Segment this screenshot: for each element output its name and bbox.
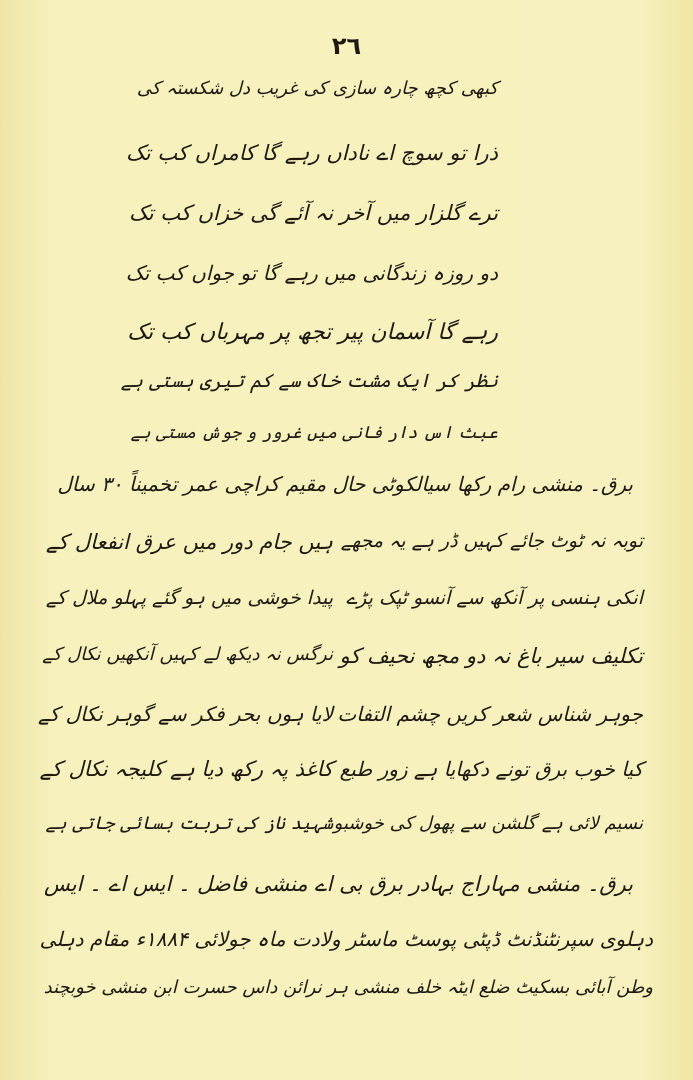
verse-line: کبھی کچھ چارہ سازی کی غریب دل شکستہ کی [136,78,498,99]
couplet-second-line: لایا ہوں بحر فکر سے گوہر نکال کے [37,702,333,726]
poet-heading: برق۔ منشی مہاراج بہادر برق بی اے منشی فاضل ۔ ایس اے ۔ ایس [43,872,633,896]
biography-line: دہلوی سپرنٹنڈنٹ ڈپٹی پوسٹ ماسٹر ولادت ماہ جولائی ۱۸۸۴ء مقام دہلی [39,927,653,951]
couplet-second-line: کاغذ پہ رکھ دیا ہے کلیجہ نکال کے [39,757,333,781]
poet-heading: برق۔ منشی رام رکھا سیالکوٹی حال مقیم کراچی عمر تخمیناً ۳۰ سال [57,472,633,496]
verse-line: دو روزہ زندگانی میں رہے گا تو جواں کب تک [125,261,498,285]
couplet-first-line: توبہ نہ ٹوٹ جائے کہیں ڈر ہے یہ مجھے [340,530,643,552]
couplet-first-line: کیا خوب برق تونے دکھایا ہے زور طبع [339,757,643,781]
couplet-first-line: جوہر شناس شعر کریں چشم التفات [337,702,643,726]
couplet-second-line: نرگس نہ دیکھ لے کہیں آنکھیں نکال کے [42,644,333,665]
couplet-second-line: پیدا خوشی میں ہو گئے پہلو ملال کے [45,587,333,609]
couplet-first-line: نسیم لائی ہے گلشن سے پھول کی خوشبو [333,813,643,834]
couplet-first-line: انکی ہنسی پر آنکھ سے آنسو ٹپک پڑے [346,587,643,609]
couplet-first-line: تکلیف سیر باغ نہ دو مجھ نحیف کو [339,644,643,668]
verse-line: ترے گلزار میں آخر نہ آئے گی خزاں کب تک [128,201,498,225]
couplet-second-line: شہید ناز کی تربت بسائی جاتی ہے [45,813,333,834]
couplet-second-line: ہیں جام دور میں عرق انفعال کے [45,530,333,554]
verse-line: ذرا تو سوچ اے ناداں رہے گا کامراں کب تک [126,141,498,165]
biography-line: وطن آبائی بسکیٹ ضلع ایٹہ خلف منشی ہر نرائن داس حسرت ابن منشی خوبچند [43,977,653,998]
verse-line: عبث اس دار فانی میں غرور و جوش مستی ہے [130,423,498,443]
page-number: ٢٦ [331,32,362,60]
verse-line: نظر کر ایک مشت خاک سے کم تیری ہستی ہے [120,370,498,392]
verse-line: رہے گا آسمان پیر تجھ پر مہرباں کب تک [127,320,498,345]
